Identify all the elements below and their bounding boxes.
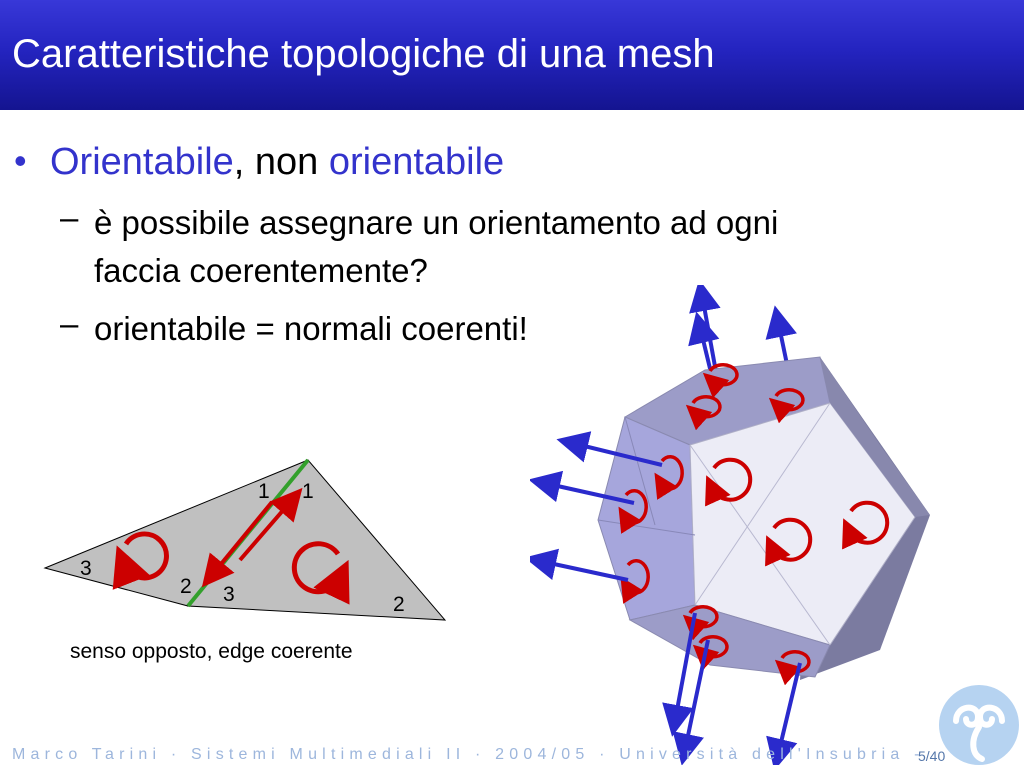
triangle-pair-figure (40, 450, 500, 650)
title-bar (0, 0, 1024, 110)
normal-arrow-bottom-3 (778, 663, 800, 755)
footer-text: Marco Tarini · Sistemi Multimediali II · 2004/05 · Università dell'Insubria - (12, 746, 925, 763)
vertex-label-3-left: 3 (80, 557, 92, 580)
page-number: 5/40 (918, 748, 946, 764)
main-bullet (50, 140, 504, 184)
sub-bullet-dash-1: – (60, 199, 79, 236)
vertex-label-2-right: 2 (393, 593, 405, 616)
slide-title: Caratteristiche topologiche di una mesh (12, 32, 715, 76)
term-separator: , non (233, 141, 329, 183)
sub-bullet-2: orientabile = normali coerenti! (94, 310, 528, 347)
figure-caption: senso opposto, edge coerente (70, 640, 353, 663)
sub-bullet-dash-2: – (60, 305, 79, 342)
term-non-orientabile: orientabile (328, 141, 505, 183)
sub-bullet-1-line-2: faccia coerentemente? (94, 252, 428, 289)
vertex-label-3-right: 3 (223, 583, 235, 606)
term-orientabile: Orientabile (50, 141, 234, 183)
bullet-symbol: • (14, 140, 27, 181)
sub-bullet-1-line-1: è possibile assegnare un orientamento ad ogni (94, 204, 779, 241)
vertex-label-1-right: 1 (302, 480, 314, 503)
poly-face-left (598, 417, 695, 620)
vertex-label-1-left: 1 (258, 480, 270, 503)
vertex-label-2-left: 2 (180, 575, 192, 598)
university-logo (934, 683, 1024, 768)
